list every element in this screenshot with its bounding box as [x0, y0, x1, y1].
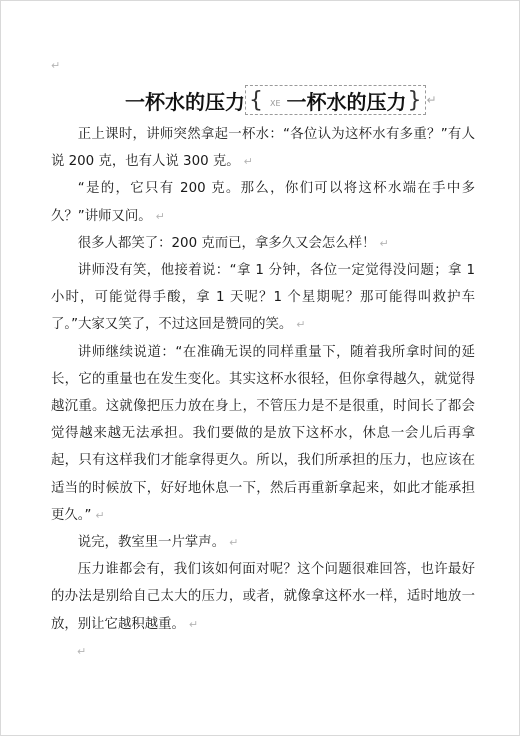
empty-paragraph-mark: ↵: [77, 645, 87, 658]
paragraph-4: 讲师没有笑，他接着说：“拿 1 分钟，各位一定觉得没问题；拿 1 小时，可能觉得手酸，拿 1 天呢？1 个星期呢？那可能得叫救护车了。”大家又笑了，不过这回是赞同的笑。 ↵: [51, 263, 475, 333]
field-text: 一杯水的压力: [286, 89, 407, 114]
empty-paragraph-mark: ↵: [51, 59, 61, 72]
paragraph-mark: ↵: [155, 209, 165, 223]
field-close-brace: }: [407, 87, 422, 113]
paragraph-mark: ↵: [188, 617, 199, 631]
paragraph-1: 正上课时，讲师突然拿起一杯水：“各位认为这杯水有多重？”有人说 200 克，也有人说 300 克。 ↵: [51, 127, 475, 170]
paragraph-5: 讲师继续说道：“在准确无误的同样重量下，随着我所拿时间的延长，它的重量也在发生变化。其实这杯水很轻，但你拿得越久，就觉得越沉重。这就像把压力放在身上，不管压力是不是很重，时间长了都会觉得越来越无法承担。我们要做的是放下这杯水，休息一会儿后再拿起，只有这样我们才能拿得更久。所以，我们所承担的压力，也应该在适当的时候放下，好好地休息一下，然后再重新拿起来，如此才能承担更久。” ↵: [51, 344, 475, 523]
field-open-brace: {: [249, 87, 263, 113]
title-paragraph-mark: ↵: [426, 93, 437, 107]
document-title[interactable]: [125, 85, 465, 115]
paragraph-mark: ↵: [379, 236, 389, 250]
index-entry-field[interactable]: [245, 85, 426, 115]
title-text: 一杯水的压力: [125, 89, 245, 114]
paragraph-3: 很多人都笑了：200 克而已，拿多久又会怎么样！ ↵: [77, 235, 389, 251]
document-body[interactable]: [51, 121, 475, 638]
paragraph-mark: ↵: [229, 536, 239, 550]
paragraph-mark: ↵: [95, 508, 105, 522]
paragraph-mark: ↵: [296, 318, 306, 332]
field-code-xe: XE: [270, 98, 281, 108]
paragraph-6: 说完，教室里一片掌声。 ↵: [77, 535, 239, 551]
paragraph-mark: ↵: [243, 155, 253, 169]
paragraph-2: “是的，它只有 200 克。那么，你们可以将这杯水端在手中多久？”讲师又问。 ↵: [51, 181, 475, 224]
paragraph-7: 压力谁都会有，我们该如何面对呢？这个问题很难回答，也许最好的办法是别给自己太大的压力，或者，就像拿这杯水一样，适时地放一放，别让它越积越重。 ↵: [51, 562, 475, 632]
